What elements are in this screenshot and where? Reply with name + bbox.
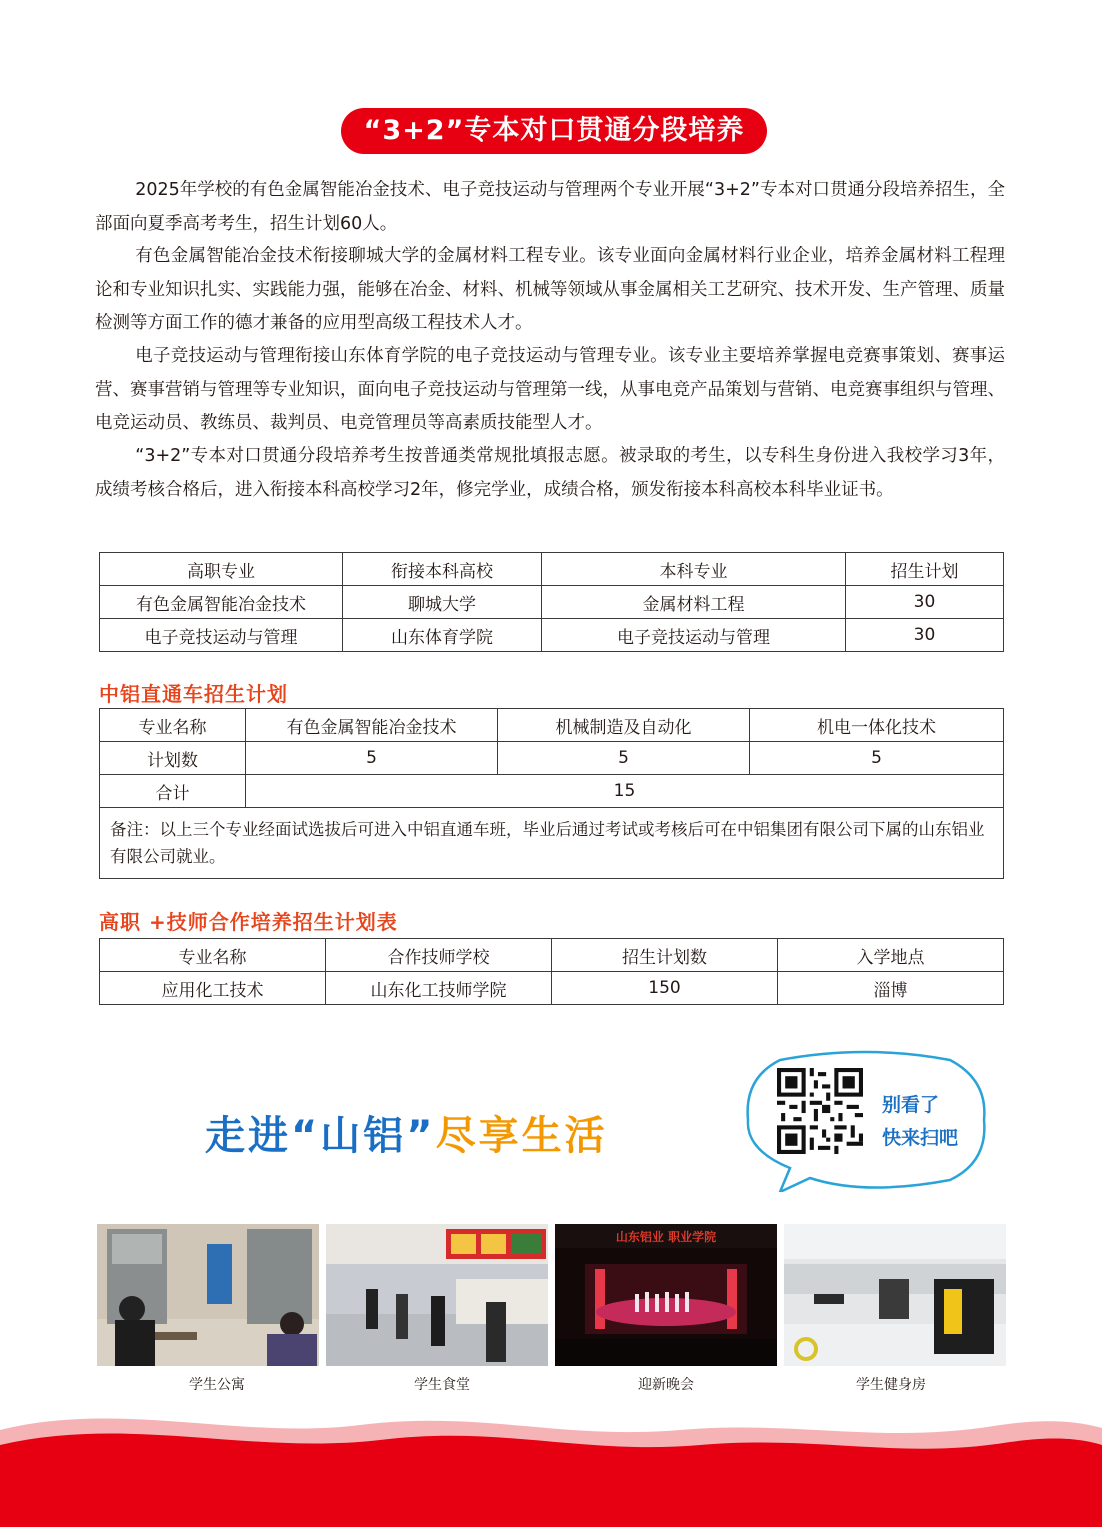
slogan-part1: 走进 bbox=[205, 1113, 291, 1159]
header-cell: 高职专业 bbox=[100, 553, 343, 586]
chalco-plan-heading: 中铝直通车招生计划 bbox=[99, 682, 288, 706]
header-cell: 入学地点 bbox=[778, 939, 1004, 972]
photo-caption: 迎新晚会 bbox=[638, 1377, 694, 1393]
photo-welcome-gala bbox=[555, 1224, 777, 1366]
table-cell: 淄博 bbox=[778, 972, 1004, 1005]
table-header-row bbox=[100, 553, 1004, 586]
table-cell: 150 bbox=[552, 972, 778, 1005]
header-cell: 专业名称 bbox=[100, 939, 326, 972]
table-row bbox=[100, 586, 1004, 619]
intro-paragraph: 2025年学校的有色金属智能冶金技术、电子竞技运动与管理两个专业开展“3+2”专本对口贯通分段培养招生，全部面向夏季高考考生，招生计划60人。 bbox=[95, 180, 1005, 234]
table-cell: 聊城大学 bbox=[343, 586, 542, 619]
stage-sign-text: 山东铝业 职业学院 bbox=[615, 1230, 717, 1244]
photo-gym bbox=[784, 1224, 1006, 1366]
footer-wave bbox=[0, 1400, 1102, 1527]
table-cell: 山东化工技师学院 bbox=[326, 972, 552, 1005]
table-cell: 山东体育学院 bbox=[343, 619, 542, 652]
bubble-line2: 快来扫吧 bbox=[882, 1127, 959, 1149]
header-cell: 衔接本科高校 bbox=[343, 553, 542, 586]
table-row bbox=[100, 742, 1004, 775]
table-cell: 5 bbox=[246, 742, 498, 775]
header-cell: 招生计划 bbox=[846, 553, 1004, 586]
table-row bbox=[100, 775, 1004, 808]
table-cell: 30 bbox=[846, 619, 1004, 652]
table-header-row bbox=[100, 939, 1004, 972]
total-cell: 15 bbox=[246, 775, 1004, 808]
table-cell: 金属材料工程 bbox=[542, 586, 846, 619]
slogan bbox=[205, 1104, 608, 1161]
bubble-line1: 别看了 bbox=[882, 1094, 940, 1116]
table-cell: 30 bbox=[846, 586, 1004, 619]
header-cell: 机械制造及自动化 bbox=[498, 709, 750, 742]
header-cell: 有色金属智能冶金技术 bbox=[246, 709, 498, 742]
admission-paragraph: “3+2”专本对口贯通分段培养考生按普通类常规批填报志愿。被录取的考生，以专科生身份进入我校学习3年，成绩考核合格后，进入衔接本科高校学习2年，修完学业，成绩合格，颁发衔接本科高校本科毕业证书。 bbox=[95, 446, 1005, 500]
photo-caption: 学生健身房 bbox=[856, 1377, 926, 1393]
table-cell: 有色金属智能冶金技术 bbox=[100, 586, 343, 619]
table-cell: 5 bbox=[750, 742, 1004, 775]
table-row bbox=[100, 972, 1004, 1005]
chalco-plan-table bbox=[99, 708, 1004, 879]
header-cell: 专业名称 bbox=[100, 709, 246, 742]
header-cell: 本科专业 bbox=[542, 553, 846, 586]
slogan-part3: 尽享生活 bbox=[435, 1113, 608, 1159]
esports-paragraph: 电子竞技运动与管理衔接山东体育学院的电子竞技运动与管理专业。该专业主要培养掌握电竞赛事策划、赛事运营、赛事营销与管理等专业知识，面向电子竞技运动与管理第一线，从事电竞产品策划与营销、电竞赛事组织与管理、电竞运动员、教练员、裁判员、电竞管理员等高素质技能型人才。 bbox=[95, 346, 1005, 433]
photo-canteen bbox=[326, 1224, 548, 1366]
header-cell: 机电一体化技术 bbox=[750, 709, 1004, 742]
table-cell: 电子竞技运动与管理 bbox=[100, 619, 343, 652]
slogan-part2: “山铝” bbox=[291, 1113, 436, 1159]
section-title-banner: “3+2”专本对口贯通分段培养 bbox=[341, 108, 767, 154]
technician-plan-heading: 高职 +技师合作培养招生计划表 bbox=[99, 910, 398, 934]
table-row bbox=[100, 619, 1004, 652]
table-header-row bbox=[100, 709, 1004, 742]
table-cell: 应用化工技术 bbox=[100, 972, 326, 1005]
technician-plan-table bbox=[99, 938, 1004, 1005]
row-label: 合计 bbox=[100, 775, 246, 808]
metallurgy-paragraph: 有色金属智能冶金技术衔接聊城大学的金属材料工程专业。该专业面向金属材料行业企业，培养金属材料工程理论和专业知识扎实、实践能力强，能够在冶金、材料、机械等领域从事金属相关工艺研究、技术开发、生产管理、质量检测等方面工作的德才兼备的应用型高级工程技术人才。 bbox=[95, 246, 1005, 333]
qr-code-icon[interactable] bbox=[777, 1068, 863, 1154]
table-cell: 5 bbox=[498, 742, 750, 775]
note-row bbox=[100, 808, 1004, 879]
photo-caption: 学生食堂 bbox=[414, 1377, 470, 1393]
note-cell: 备注：以上三个专业经面试选拔后可进入中铝直通车班，毕业后通过考试或考核后可在中铝集团有限公司下属的山东铝业有限公司就业。 bbox=[100, 808, 1004, 879]
header-cell: 招生计划数 bbox=[552, 939, 778, 972]
table-cell: 电子竞技运动与管理 bbox=[542, 619, 846, 652]
photo-dormitory bbox=[97, 1224, 319, 1366]
row-label: 计划数 bbox=[100, 742, 246, 775]
3plus2-plan-table bbox=[99, 552, 1004, 652]
photo-caption: 学生公寓 bbox=[189, 1377, 245, 1393]
header-cell: 合作技师学校 bbox=[326, 939, 552, 972]
